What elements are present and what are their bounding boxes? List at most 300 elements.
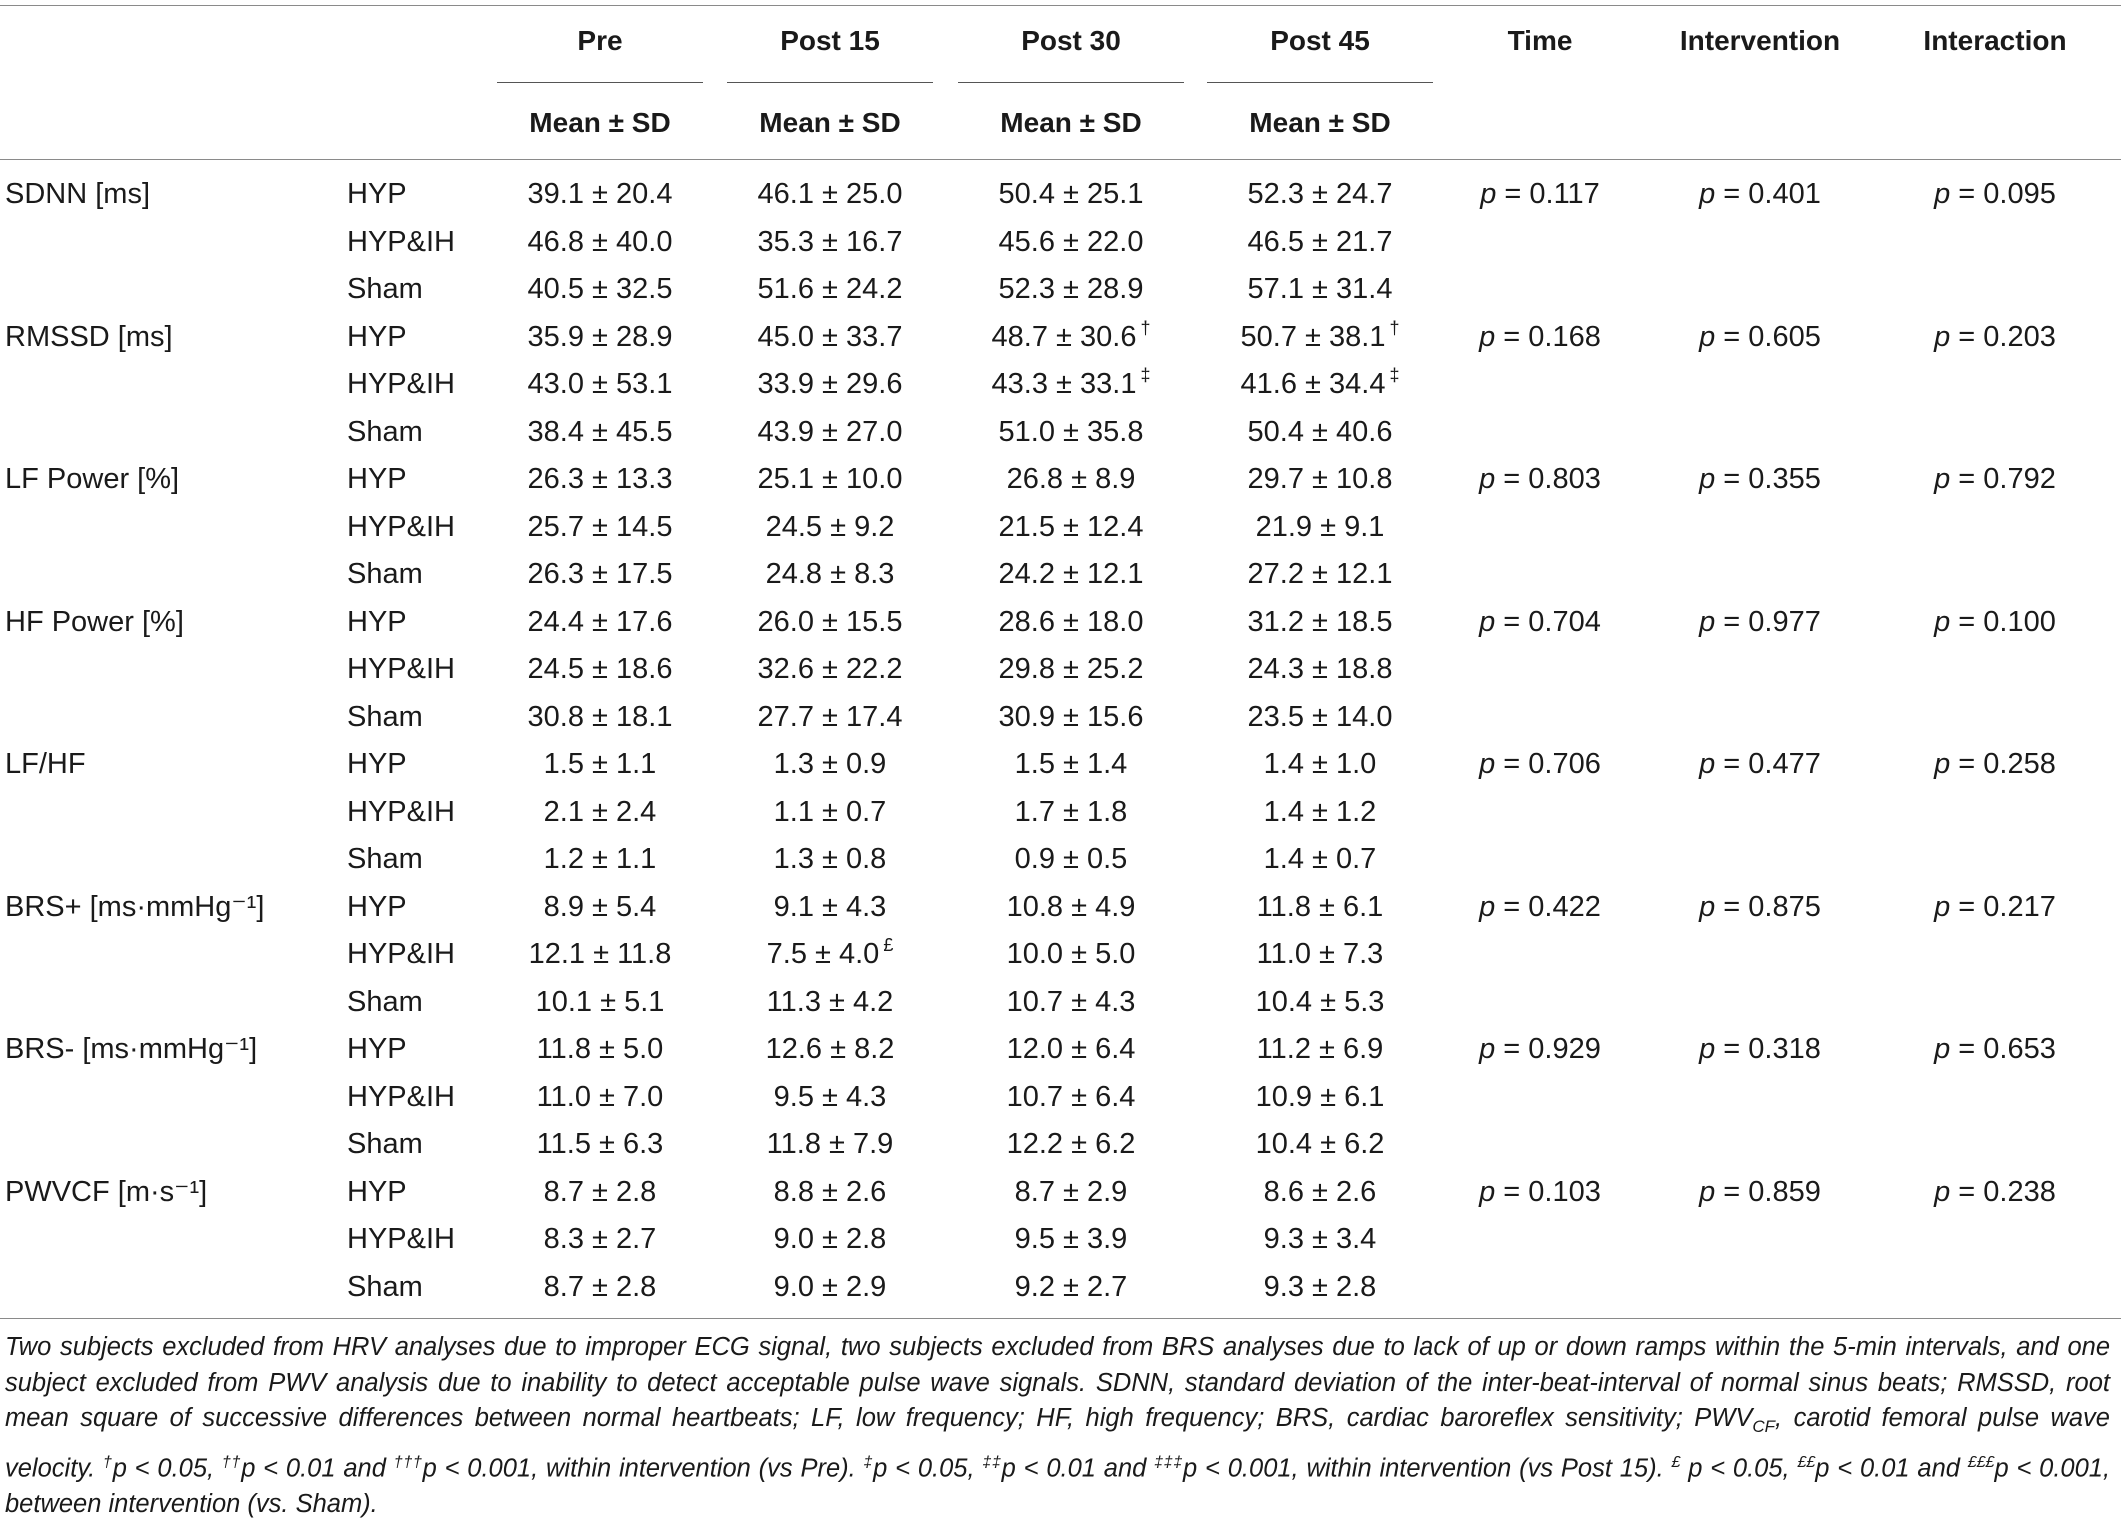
- mean-sd-cell: [1207, 699, 1433, 735]
- mean-sd-cell: [1207, 461, 1433, 497]
- mean-sd-value: 10.0 ± 5.0: [1006, 938, 1136, 970]
- mean-sd-value: 31.2 ± 18.5: [1247, 605, 1393, 638]
- mean-sd-value: 48.7 ± 30.6: [991, 320, 1137, 353]
- footnote-symbol: †††: [393, 1453, 423, 1471]
- p-symbol: p: [1934, 178, 1951, 210]
- mean-sd-cell: [727, 699, 933, 735]
- mean-sd-cell: [958, 841, 1184, 877]
- group-label: Sham: [347, 273, 423, 305]
- mean-sd-value: 35.9 ± 28.9: [527, 320, 673, 353]
- significance-mark: ‡: [1140, 365, 1151, 385]
- mean-sd-cell: [958, 271, 1184, 307]
- p-value-interaction: [1890, 604, 2100, 640]
- mean-sd-cell: [497, 746, 703, 782]
- mean-sd-cell: [727, 271, 933, 307]
- mean-sd-cell: [1207, 889, 1433, 925]
- group-label: Sham: [347, 985, 423, 1018]
- mean-sd-value: 27.2 ± 12.1: [1247, 558, 1393, 590]
- mean-sd-value: 1.2 ± 1.1: [543, 843, 657, 875]
- mean-sd-cell: [1207, 1269, 1433, 1305]
- p-value-text: = 0.203: [1950, 320, 2056, 353]
- mean-sd-cell: [1207, 1031, 1433, 1067]
- p-symbol: p: [1934, 890, 1951, 923]
- p-value-text: = 0.477: [1715, 748, 1821, 780]
- mean-sd-cell: [727, 1221, 933, 1257]
- mean-sd-value: 43.9 ± 27.0: [757, 415, 903, 448]
- mean-sd-value: 9.0 ± 2.8: [773, 1223, 887, 1255]
- mean-sd-value: 25.1 ± 10.0: [757, 463, 903, 495]
- mean-sd-value: 9.3 ± 2.8: [1263, 1270, 1377, 1303]
- mean-sd-value: 8.7 ± 2.9: [1014, 1175, 1128, 1208]
- p-value-time: [1460, 461, 1620, 497]
- mean-sd-value: 1.5 ± 1.4: [1014, 748, 1128, 780]
- mean-sd-cell: [727, 604, 933, 640]
- mean-sd-cell: [958, 366, 1184, 405]
- p-symbol: p: [1934, 1033, 1951, 1065]
- mean-sd-value: 12.1 ± 11.8: [528, 938, 672, 970]
- mean-sd-cell: [497, 1221, 703, 1257]
- group-label: Sham: [347, 558, 423, 590]
- mean-sd-value: 41.6 ± 34.4: [1240, 368, 1386, 400]
- mean-sd-cell: [958, 1126, 1184, 1162]
- col-header-pre: Pre: [577, 25, 623, 56]
- p-value-interaction: [1890, 176, 2100, 212]
- mean-sd-cell: [1207, 176, 1433, 212]
- mean-sd-value: 27.7 ± 17.4: [757, 700, 903, 733]
- mean-sd-cell: [497, 1079, 703, 1115]
- mean-sd-cell: [958, 746, 1184, 782]
- mean-sd-cell: [1207, 794, 1433, 830]
- variable-name: HF Power [%]: [5, 605, 184, 638]
- mean-sd-cell: [1207, 414, 1433, 450]
- mean-sd-value: 1.7 ± 1.8: [1014, 795, 1128, 828]
- p-symbol: p: [1699, 320, 1716, 353]
- mean-sd-cell: [1207, 841, 1433, 877]
- mean-sd-cell: [958, 889, 1184, 925]
- mean-sd-value: 43.0 ± 53.1: [527, 368, 673, 400]
- mean-sd-value: 8.3 ± 2.7: [543, 1223, 657, 1255]
- group-label: Sham: [347, 415, 423, 448]
- p-symbol: p: [1699, 178, 1716, 210]
- mean-sd-value: 25.7 ± 14.5: [527, 510, 673, 543]
- mean-sd-value: 24.2 ± 12.1: [998, 558, 1144, 590]
- p-value-intervention: [1650, 319, 1870, 355]
- p-value-interaction: [1890, 746, 2100, 782]
- p-value-text: = 0.258: [1950, 748, 2056, 780]
- mean-sd-value: 38.4 ± 45.5: [527, 415, 673, 448]
- footnote-symbol: £: [1671, 1453, 1681, 1471]
- mean-sd-cell: [958, 224, 1184, 260]
- mean-sd-cell: [958, 319, 1184, 358]
- mean-sd-cell: [727, 509, 933, 545]
- footnote-pwv-subscript: CF: [1752, 1417, 1776, 1437]
- mean-sd-value: 1.4 ± 0.7: [1263, 843, 1377, 875]
- p-symbol: p: [1699, 605, 1716, 638]
- mean-sd-value: 12.0 ± 6.4: [1006, 1033, 1136, 1065]
- mean-sd-value: 26.8 ± 8.9: [1006, 463, 1136, 495]
- mean-sd-cell: [1207, 746, 1433, 782]
- col-header-intervention: Intervention: [1679, 25, 1841, 56]
- variable-name: BRS+ [ms·mmHg⁻¹]: [5, 890, 265, 923]
- significance-mark: †: [1140, 317, 1151, 338]
- mean-sd-value: 24.5 ± 9.2: [765, 510, 895, 543]
- mean-sd-value: 45.6 ± 22.0: [998, 225, 1144, 258]
- mean-sd-cell: [958, 651, 1184, 687]
- p-value-intervention: [1650, 889, 1870, 925]
- mean-sd-value: 33.9 ± 29.6: [757, 368, 903, 400]
- mean-sd-cell: [727, 224, 933, 260]
- group-label: HYP: [347, 463, 407, 495]
- mean-sd-cell: [1207, 1174, 1433, 1210]
- mean-sd-cell: [1207, 1079, 1433, 1115]
- group-label: Sham: [347, 1128, 423, 1160]
- p-symbol: p: [1699, 748, 1716, 780]
- mean-sd-cell: [497, 176, 703, 212]
- p-symbol: p: [1934, 605, 1951, 638]
- subheader-mean-sd: Mean ± SD: [1000, 107, 1142, 138]
- footnote-text: p < 0.01 and: [1001, 1454, 1155, 1483]
- mean-sd-value: 11.8 ± 7.9: [766, 1128, 894, 1160]
- p-symbol: p: [1479, 890, 1496, 923]
- mean-sd-value: 10.8 ± 4.9: [1006, 890, 1136, 923]
- mean-sd-cell: [727, 319, 933, 355]
- mean-sd-value: 1.4 ± 1.0: [1263, 748, 1377, 780]
- mean-sd-cell: [727, 984, 933, 1020]
- mean-sd-cell: [497, 936, 703, 972]
- mean-sd-value: 12.2 ± 6.2: [1006, 1128, 1136, 1160]
- mean-sd-value: 30.8 ± 18.1: [527, 700, 673, 733]
- mean-sd-cell: [1207, 984, 1433, 1020]
- mean-sd-value: 0.9 ± 0.5: [1014, 843, 1128, 875]
- mean-sd-value: 9.2 ± 2.7: [1014, 1270, 1128, 1303]
- group-label: HYP: [347, 178, 407, 210]
- mean-sd-value: 10.7 ± 6.4: [1006, 1080, 1136, 1113]
- mean-sd-cell: [1207, 319, 1433, 358]
- p-value-text: = 0.977: [1715, 605, 1821, 638]
- p-value-intervention: [1650, 461, 1870, 497]
- mean-sd-value: 1.3 ± 0.8: [773, 843, 887, 875]
- mean-sd-cell: [727, 414, 933, 450]
- p-value-text: = 0.401: [1715, 178, 1821, 210]
- mean-sd-value: 1.4 ± 1.2: [1263, 795, 1377, 828]
- mean-sd-cell: [497, 1126, 703, 1162]
- p-symbol: p: [1934, 463, 1951, 495]
- mean-sd-cell: [497, 556, 703, 592]
- mean-sd-cell: [958, 1031, 1184, 1067]
- mean-sd-cell: [958, 604, 1184, 640]
- mean-sd-value: 26.3 ± 13.3: [527, 463, 673, 495]
- p-symbol: p: [1479, 320, 1496, 353]
- p-value-interaction: [1890, 461, 2100, 497]
- mean-sd-value: 10.4 ± 5.3: [1255, 985, 1385, 1018]
- mean-sd-value: 26.3 ± 17.5: [527, 558, 673, 590]
- footnote-symbol: ££: [1797, 1453, 1816, 1471]
- col-header-post30: Post 30: [1021, 25, 1121, 56]
- p-value-intervention: [1650, 1031, 1870, 1067]
- group-label: HYP: [347, 890, 407, 923]
- mean-sd-cell: [497, 319, 703, 355]
- p-value-intervention: [1650, 1174, 1870, 1210]
- mean-sd-value: 11.8 ± 5.0: [536, 1033, 664, 1065]
- mean-sd-cell: [958, 699, 1184, 735]
- footnote-symbol: ‡‡: [982, 1453, 1002, 1471]
- mean-sd-value: 35.3 ± 16.7: [757, 225, 903, 258]
- footnote-text: p < 0.05,: [1680, 1454, 1798, 1483]
- footnote-text: p < 0.05,: [112, 1454, 222, 1483]
- mean-sd-value: 50.4 ± 40.6: [1247, 415, 1393, 448]
- mean-sd-value: 9.1 ± 4.3: [773, 890, 887, 923]
- group-label: HYP&IH: [347, 510, 455, 543]
- mean-sd-cell: [727, 176, 933, 212]
- footnote-text: p < 0.001, within intervention (vs Post 15).: [1183, 1454, 1672, 1483]
- variable-name: LF/HF: [5, 748, 86, 780]
- p-symbol: p: [1699, 890, 1716, 923]
- p-value-time: [1460, 604, 1620, 640]
- mean-sd-value: 11.3 ± 4.2: [766, 985, 894, 1018]
- group-label: HYP&IH: [347, 795, 455, 828]
- p-symbol: p: [1934, 748, 1951, 780]
- header-underline: [958, 82, 1184, 83]
- p-value-text: = 0.095: [1950, 178, 2056, 210]
- table-footnote: [5, 1330, 2110, 1522]
- group-label: HYP&IH: [347, 938, 455, 970]
- col-header-interaction: Interaction: [1923, 25, 2067, 56]
- p-value-text: = 0.318: [1715, 1033, 1821, 1065]
- variable-name: RMSSD [ms]: [5, 320, 173, 353]
- mean-sd-value: 24.8 ± 8.3: [765, 558, 895, 590]
- mean-sd-cell: [497, 794, 703, 830]
- mean-sd-cell: [958, 794, 1184, 830]
- header-rule: [0, 159, 2121, 160]
- group-label: HYP: [347, 1175, 407, 1208]
- mean-sd-value: 43.3 ± 33.1: [991, 368, 1137, 400]
- mean-sd-value: 29.8 ± 25.2: [998, 653, 1144, 685]
- p-symbol: p: [1479, 463, 1496, 495]
- p-value-interaction: [1890, 319, 2100, 355]
- mean-sd-value: 1.3 ± 0.9: [773, 748, 887, 780]
- mean-sd-cell: [727, 841, 933, 877]
- mean-sd-value: 10.7 ± 4.3: [1006, 985, 1136, 1018]
- p-value-text: = 0.238: [1950, 1175, 2056, 1208]
- p-value-time: [1460, 1174, 1620, 1210]
- mean-sd-cell: [1207, 556, 1433, 592]
- footnote-symbol: ‡‡‡: [1154, 1453, 1184, 1471]
- top-rule: [0, 5, 2121, 6]
- p-value-interaction: [1890, 1031, 2100, 1067]
- group-label: Sham: [347, 700, 423, 733]
- mean-sd-value: 24.5 ± 18.6: [527, 653, 673, 685]
- mean-sd-value: 52.3 ± 24.7: [1247, 178, 1393, 210]
- p-value-text: = 0.217: [1950, 890, 2056, 923]
- mean-sd-cell: [1207, 1221, 1433, 1257]
- mean-sd-value: 40.5 ± 32.5: [527, 273, 673, 305]
- p-value-time: [1460, 1031, 1620, 1067]
- subheader-mean-sd: Mean ± SD: [759, 107, 901, 138]
- p-value-text: = 0.355: [1715, 463, 1821, 495]
- mean-sd-value: 12.6 ± 8.2: [765, 1033, 895, 1065]
- variable-name: BRS- [ms·mmHg⁻¹]: [5, 1033, 258, 1065]
- mean-sd-value: 23.5 ± 14.0: [1247, 700, 1393, 733]
- mean-sd-cell: [497, 224, 703, 260]
- mean-sd-cell: [958, 1221, 1184, 1257]
- mean-sd-cell: [497, 889, 703, 925]
- mean-sd-value: 30.9 ± 15.6: [998, 700, 1144, 733]
- variable-name: SDNN [ms]: [5, 178, 150, 210]
- mean-sd-cell: [958, 1269, 1184, 1305]
- mean-sd-value: 10.9 ± 6.1: [1255, 1080, 1385, 1113]
- p-value-text: = 0.117: [1496, 178, 1600, 210]
- mean-sd-cell: [727, 889, 933, 925]
- significance-mark: £: [883, 935, 894, 955]
- mean-sd-value: 45.0 ± 33.7: [757, 320, 903, 353]
- mean-sd-value: 50.7 ± 38.1: [1240, 320, 1386, 353]
- footnote-text: p < 0.001, between intervention (vs. Sham).: [5, 1454, 2111, 1518]
- mean-sd-value: 50.4 ± 25.1: [998, 178, 1144, 210]
- mean-sd-cell: [497, 461, 703, 497]
- mean-sd-value: 21.5 ± 12.4: [998, 510, 1144, 543]
- mean-sd-value: 8.6 ± 2.6: [1263, 1175, 1377, 1208]
- mean-sd-value: 1.5 ± 1.1: [543, 748, 657, 780]
- header-underline: [727, 82, 933, 83]
- mean-sd-value: 52.3 ± 28.9: [998, 273, 1144, 305]
- group-label: HYP&IH: [347, 368, 455, 400]
- header-underline: [497, 82, 703, 83]
- variable-name: LF Power [%]: [5, 463, 180, 495]
- mean-sd-cell: [497, 271, 703, 307]
- group-label: HYP: [347, 605, 407, 638]
- group-label: Sham: [347, 1270, 423, 1303]
- mean-sd-cell: [497, 366, 703, 402]
- subheader-mean-sd: Mean ± SD: [529, 107, 671, 138]
- bottom-rule: [0, 1318, 2121, 1319]
- p-value-time: [1460, 176, 1620, 212]
- p-value-text: = 0.706: [1495, 748, 1601, 780]
- p-value-text: = 0.792: [1950, 463, 2056, 495]
- mean-sd-value: 39.1 ± 20.4: [527, 178, 673, 210]
- col-header-post15: Post 15: [780, 25, 880, 56]
- mean-sd-cell: [727, 461, 933, 497]
- mean-sd-value: 51.6 ± 24.2: [757, 273, 903, 305]
- mean-sd-cell: [727, 1174, 933, 1210]
- group-label: HYP&IH: [347, 1223, 455, 1255]
- p-value-text: = 0.704: [1495, 605, 1601, 638]
- footnote-symbol: ‡: [863, 1453, 874, 1471]
- mean-sd-cell: [727, 1031, 933, 1067]
- p-value-text: = 0.168: [1495, 320, 1601, 353]
- p-value-interaction: [1890, 889, 2100, 925]
- mean-sd-value: 9.3 ± 3.4: [1263, 1223, 1377, 1255]
- p-value-interaction: [1890, 1174, 2100, 1210]
- mean-sd-cell: [497, 1174, 703, 1210]
- mean-sd-cell: [1207, 366, 1433, 405]
- p-value-text: = 0.605: [1715, 320, 1821, 353]
- footnote-text: p < 0.05,: [873, 1454, 983, 1483]
- significance-mark: ‡: [1389, 365, 1400, 385]
- group-label: HYP: [347, 748, 407, 780]
- mean-sd-value: 21.9 ± 9.1: [1255, 510, 1385, 543]
- mean-sd-value: 9.5 ± 3.9: [1014, 1223, 1128, 1255]
- mean-sd-cell: [727, 651, 933, 687]
- group-label: HYP&IH: [347, 653, 455, 685]
- mean-sd-value: 51.0 ± 35.8: [998, 415, 1144, 448]
- subheader-mean-sd: Mean ± SD: [1249, 107, 1391, 138]
- mean-sd-cell: [497, 1269, 703, 1305]
- mean-sd-cell: [497, 841, 703, 877]
- mean-sd-cell: [1207, 271, 1433, 307]
- mean-sd-cell: [727, 1126, 933, 1162]
- p-value-intervention: [1650, 604, 1870, 640]
- footnote-text: p < 0.01 and: [241, 1454, 394, 1483]
- mean-sd-value: 1.1 ± 0.7: [773, 795, 887, 828]
- mean-sd-value: 24.3 ± 18.8: [1247, 653, 1393, 685]
- mean-sd-cell: [727, 1269, 933, 1305]
- mean-sd-value: 46.1 ± 25.0: [757, 178, 903, 210]
- mean-sd-cell: [1207, 509, 1433, 545]
- mean-sd-cell: [958, 984, 1184, 1020]
- mean-sd-cell: [1207, 936, 1433, 972]
- p-symbol: p: [1699, 463, 1716, 495]
- p-value-time: [1460, 889, 1620, 925]
- mean-sd-cell: [497, 984, 703, 1020]
- mean-sd-value: 26.0 ± 15.5: [757, 605, 903, 638]
- mean-sd-cell: [958, 936, 1184, 972]
- mean-sd-value: 11.0 ± 7.0: [536, 1080, 664, 1113]
- variable-name: PWVCF [m·s⁻¹]: [5, 1175, 208, 1208]
- mean-sd-cell: [958, 556, 1184, 592]
- p-value-text: = 0.100: [1950, 605, 2056, 638]
- mean-sd-cell: [958, 461, 1184, 497]
- mean-sd-cell: [497, 651, 703, 687]
- footnote-text: , carotid femoral pulse wave velocity.: [5, 1404, 2110, 1483]
- p-value-text: = 0.803: [1495, 463, 1601, 495]
- mean-sd-value: 57.1 ± 31.4: [1247, 273, 1393, 305]
- p-symbol: p: [1479, 605, 1496, 638]
- mean-sd-cell: [497, 509, 703, 545]
- mean-sd-cell: [727, 746, 933, 782]
- p-value-intervention: [1650, 176, 1870, 212]
- mean-sd-cell: [958, 176, 1184, 212]
- p-value-text: = 0.875: [1715, 890, 1821, 923]
- p-symbol: p: [1934, 1175, 1951, 1208]
- p-symbol: p: [1699, 1175, 1716, 1208]
- mean-sd-cell: [958, 1174, 1184, 1210]
- mean-sd-value: 8.7 ± 2.8: [543, 1175, 657, 1208]
- group-label: HYP: [347, 320, 407, 353]
- p-symbol: p: [1479, 1033, 1496, 1065]
- mean-sd-cell: [1207, 1126, 1433, 1162]
- mean-sd-value: 8.7 ± 2.8: [543, 1270, 657, 1303]
- group-label: HYP&IH: [347, 1080, 455, 1113]
- footnote-symbol: £££: [1967, 1453, 1995, 1471]
- mean-sd-cell: [727, 794, 933, 830]
- mean-sd-cell: [497, 1031, 703, 1067]
- p-value-text: = 0.929: [1495, 1033, 1601, 1065]
- mean-sd-cell: [958, 509, 1184, 545]
- p-value-text: = 0.103: [1495, 1175, 1601, 1208]
- p-value-text: = 0.422: [1495, 890, 1601, 923]
- mean-sd-value: 24.4 ± 17.6: [527, 605, 673, 638]
- p-symbol: p: [1480, 178, 1497, 210]
- mean-sd-cell: [958, 414, 1184, 450]
- mean-sd-value: 10.1 ± 5.1: [535, 985, 665, 1018]
- footnote-symbol: ††: [221, 1453, 242, 1471]
- mean-sd-cell: [497, 699, 703, 735]
- p-symbol: p: [1479, 1175, 1496, 1208]
- mean-sd-cell: [958, 1079, 1184, 1115]
- mean-sd-value: 11.8 ± 6.1: [1256, 890, 1384, 923]
- group-label: HYP: [347, 1033, 407, 1065]
- mean-sd-value: 7.5 ± 4.0: [766, 938, 880, 970]
